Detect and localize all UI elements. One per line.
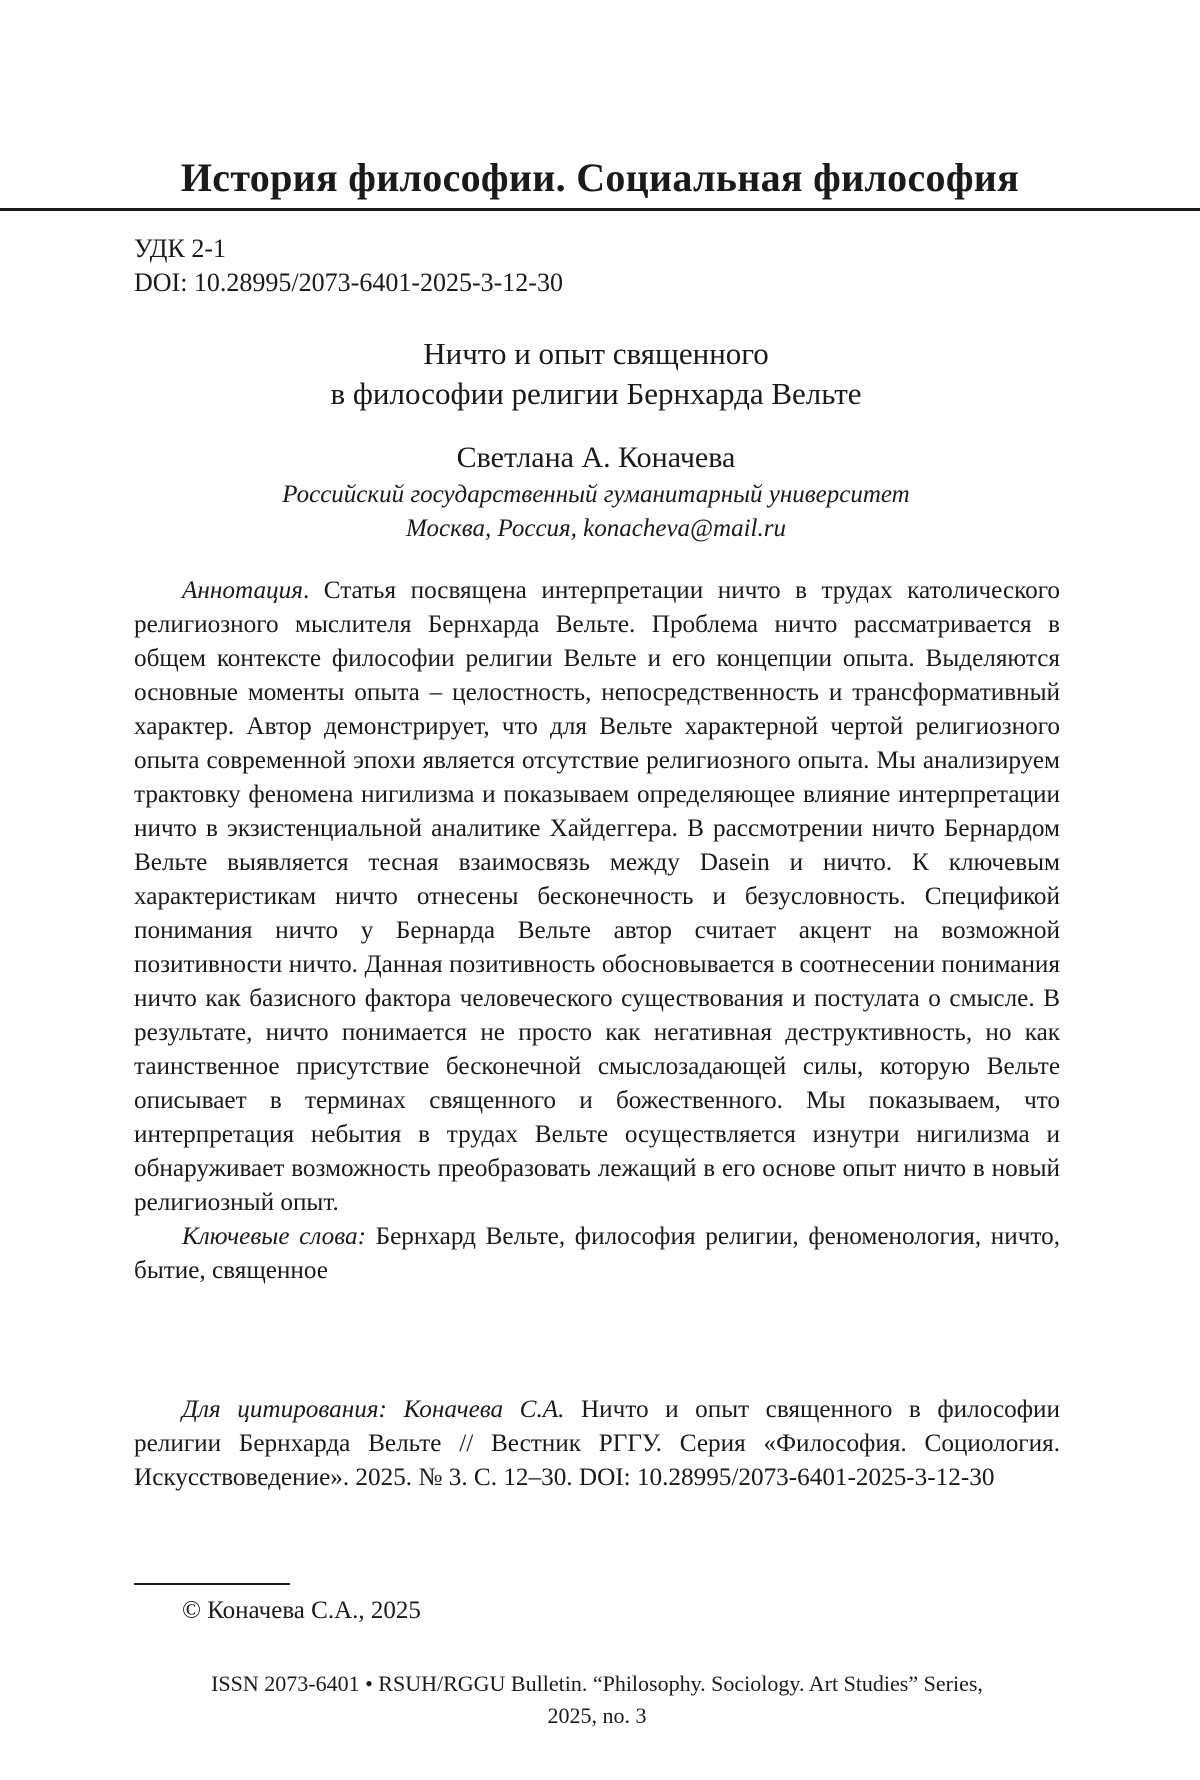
citation-paragraph (134, 1393, 1060, 1495)
page-footer (134, 1668, 1060, 1732)
section-title: История философии. Социальная философия (0, 154, 1200, 201)
citation-label: Для цитирования: Коначева С.А. (182, 1396, 564, 1423)
author-location-email: Москва, Россия, konacheva@mail.ru (134, 512, 1058, 546)
citation-section (134, 1393, 1060, 1495)
abstract-label: Аннотация (182, 577, 303, 604)
doi-line: DOI: 10.28995/2073-6401-2025-3-12-30 (134, 266, 563, 300)
article-metadata (134, 232, 563, 300)
footer-line-2: 2025, no. 3 (134, 1700, 1060, 1732)
footer-line-1: ISSN 2073-6401 • RSUH/RGGU Bulletin. “Philosophy. Sociology. Art Studies” Series, (134, 1668, 1060, 1700)
keywords-paragraph (134, 1220, 1060, 1288)
section-header (0, 148, 1200, 211)
keywords-label: Ключевые слова: (182, 1223, 366, 1250)
keywords-text: Бернхард Вельте, философия религии, феноменоло­гия, ничто, бытие, священное (134, 1223, 1060, 1284)
udc-code: УДК 2-1 (134, 232, 563, 266)
copyright-notice: © Коначева С.А., 2025 (182, 1594, 421, 1628)
author-block (134, 438, 1058, 546)
abstract-paragraph (134, 574, 1060, 1220)
author-name: Светлана А. Коначева (134, 438, 1058, 478)
article-title-line-1: Ничто и опыт священного (134, 334, 1058, 374)
article-title-line-2: в философии религии Бернхарда Вельте (134, 374, 1058, 414)
citation-text: Ничто и опыт священного в фило­софии религии Бернхарда Вельте // Вестник РГГУ. Серия «Философия. Социология. Искусствоведение». 2025. № 3. С. 12–30. DOI: 10.28995/2073-6401-2025-3-12-30 (134, 1396, 1060, 1491)
article-title (134, 334, 1058, 414)
footnote-divider (134, 1583, 290, 1585)
abstract-text: . Статья посвящена интерпретации ничто в трудах като­лического религиозного мыслителя Бернхарда Вельте. Проблема ничто рассматривается в общем контексте философии религии Вельте и его концепции опыта. Выделяются основные моменты опыта – целостность, непосредственность и трансформативный характер. Автор демонстрирует, что для Вельте характерной чертой религиозного опыта современной эпо­хи является отсутствие религиозного опыта. Мы анализируем трактовку феномена нигилизма и показываем определяющее влияние интерпрета­ции ничто в экзистенциальной аналитике Хайдеггера. В рассмотрении ничто Бернардом Вельте выявляется тесная взаимосвязь между Dasein и ничто. К ключевым характеристикам ничто отнесены бесконечность и безусловность. Спецификой понимания ничто у Бернарда Вельте автор считает акцент на возможной позитивности ничто. Данная позитивность обосновывается в соотнесении понимания ничто как базисного фактора человеческого существования и постулата о смысле. В результате, ничто понимается не просто как негативная деструктивность, но как таинствен­ное присутствие бесконечной смыслозадающей силы, которую Вельте описывает в терминах священного и божественного. Мы показываем, что интерпретация небытия в трудах Вельте осуществляется изнутри ниги­лизма и обнаруживает возможность преобразовать лежащий в его основе опыт ничто в новый религиозный опыт. (134, 577, 1060, 1216)
abstract-section (134, 574, 1060, 1288)
author-affiliation: Российский государственный гуманитарный университет (134, 478, 1058, 512)
